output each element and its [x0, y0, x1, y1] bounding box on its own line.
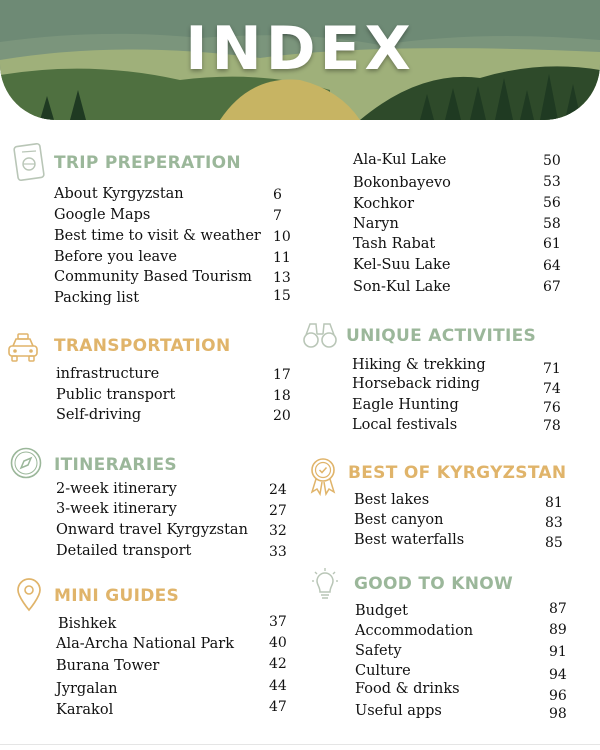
toc-entry[interactable]: Best canyon [354, 512, 444, 528]
toc-page-number: 27 [269, 503, 287, 519]
toc-entry[interactable]: Naryn [353, 216, 399, 232]
toc-page-number: 32 [269, 523, 287, 539]
binoculars-icon [302, 320, 338, 350]
toc-entry[interactable]: Useful apps [355, 703, 442, 719]
toc-page-number: 40 [269, 635, 287, 651]
section-title-itineraries: ITINERARIES [54, 455, 177, 475]
section-title-trip-preparation: TRIP PREPERATION [54, 153, 241, 173]
toc-page-number: 18 [273, 388, 291, 404]
toc-entry[interactable]: 3-week itinerary [56, 501, 177, 517]
toc-page-number: 78 [543, 418, 561, 434]
toc-entry[interactable]: Hiking & trekking [352, 357, 486, 373]
toc-page-number: 71 [543, 361, 561, 377]
toc-entry[interactable]: Community Based Tourism [54, 269, 252, 285]
toc-entry[interactable]: Ala-Kul Lake [353, 152, 447, 168]
toc-page-number: 53 [543, 174, 561, 190]
toc-entry[interactable]: infrastructure [56, 366, 160, 382]
toc-entry[interactable]: Son-Kul Lake [353, 279, 451, 295]
toc-entry[interactable]: Eagle Hunting [352, 397, 459, 413]
toc-page-number: 94 [549, 667, 567, 683]
toc-entry[interactable]: About Kyrgyzstan [54, 186, 184, 202]
award-ribbon-icon [308, 456, 338, 496]
toc-entry[interactable]: Kel-Suu Lake [353, 257, 451, 273]
map-pin-icon [16, 578, 42, 612]
toc-entry[interactable]: Ala-Archa National Park [56, 636, 234, 652]
toc-entry[interactable]: Safety [355, 643, 402, 659]
compass-icon [9, 446, 43, 480]
toc-page-number: 96 [549, 688, 567, 704]
toc-page-number: 20 [273, 408, 291, 424]
toc-page-number: 74 [543, 381, 561, 397]
section-title-mini-guides: MINI GUIDES [54, 586, 180, 606]
toc-page-number: 56 [543, 195, 561, 211]
toc-entry[interactable]: Food & drinks [355, 681, 460, 697]
toc-entry[interactable]: Bishkek [58, 616, 117, 632]
toc-page-number: 24 [269, 482, 287, 498]
toc-entry[interactable]: Onward travel Kyrgyzstan [56, 522, 248, 538]
toc-page-number: 13 [273, 270, 291, 286]
toc-entry[interactable]: Accommodation [355, 623, 474, 639]
toc-page-number: 33 [269, 544, 287, 560]
toc-page-number: 47 [269, 699, 287, 715]
toc-page-number: 89 [549, 622, 567, 638]
toc-entry[interactable]: Public transport [56, 387, 176, 403]
toc-page-number: 85 [545, 535, 563, 551]
toc-page-number: 44 [269, 678, 287, 694]
toc-page-number: 64 [543, 258, 561, 274]
toc-entry[interactable]: Google Maps [54, 207, 151, 223]
toc-page-number: 76 [543, 400, 561, 416]
toc-page-number: 37 [269, 614, 287, 630]
toc-entry[interactable]: Jyrgalan [56, 681, 118, 697]
passport-icon [12, 142, 46, 184]
toc-page-number: 50 [543, 153, 561, 169]
toc-entry[interactable]: Budget [355, 603, 408, 619]
toc-entry[interactable]: Self-driving [56, 407, 142, 423]
toc-entry[interactable]: Karakol [56, 702, 114, 718]
divider [0, 744, 600, 745]
lightbulb-icon [310, 568, 340, 602]
toc-entry[interactable]: Burana Tower [56, 658, 160, 674]
toc-page-number: 81 [545, 495, 563, 511]
toc-entry[interactable]: Detailed transport [56, 543, 192, 559]
toc-page-number: 11 [273, 250, 291, 266]
toc-page-number: 10 [273, 229, 291, 245]
header-banner [0, 0, 600, 120]
toc-entry[interactable]: Bokonbayevo [353, 175, 451, 191]
toc-page-number: 87 [549, 601, 567, 617]
toc-page-number: 91 [549, 644, 567, 660]
toc-entry[interactable]: Packing list [54, 290, 140, 306]
toc-entry[interactable]: Before you leave [54, 249, 177, 265]
section-title-transportation: TRANSPORTATION [54, 336, 231, 356]
toc-entry[interactable]: Tash Rabat [353, 236, 436, 252]
toc-page-number: 58 [543, 216, 561, 232]
toc-page-number: 6 [273, 187, 282, 203]
toc-entry[interactable]: Best waterfalls [354, 532, 465, 548]
toc-entry[interactable]: Horseback riding [352, 376, 480, 392]
toc-page-number: 61 [543, 236, 561, 252]
section-title-unique-activities: UNIQUE ACTIVITIES [346, 326, 537, 346]
section-title-best-of-kyrgyzstan: BEST OF KYRGYZSTAN [348, 463, 567, 483]
section-title-good-to-know: GOOD TO KNOW [354, 574, 514, 594]
toc-entry[interactable]: Best lakes [354, 492, 430, 508]
toc-page-number: 98 [549, 706, 567, 722]
toc-page-number: 7 [273, 208, 282, 224]
toc-page-number: 17 [273, 367, 291, 383]
toc-entry[interactable]: Local festivals [352, 417, 458, 433]
page-title: INDEX [185, 14, 415, 84]
toc-page-number: 67 [543, 279, 561, 295]
toc-page-number: 42 [269, 656, 287, 672]
toc-entry[interactable]: 2-week itinerary [56, 481, 177, 497]
toc-entry[interactable]: Best time to visit & weather [54, 228, 261, 244]
toc-entry[interactable]: Culture [355, 663, 411, 679]
taxi-icon [6, 332, 40, 364]
toc-page-number: 15 [273, 288, 291, 304]
toc-page-number: 83 [545, 515, 563, 531]
toc-entry[interactable]: Kochkor [353, 196, 415, 212]
